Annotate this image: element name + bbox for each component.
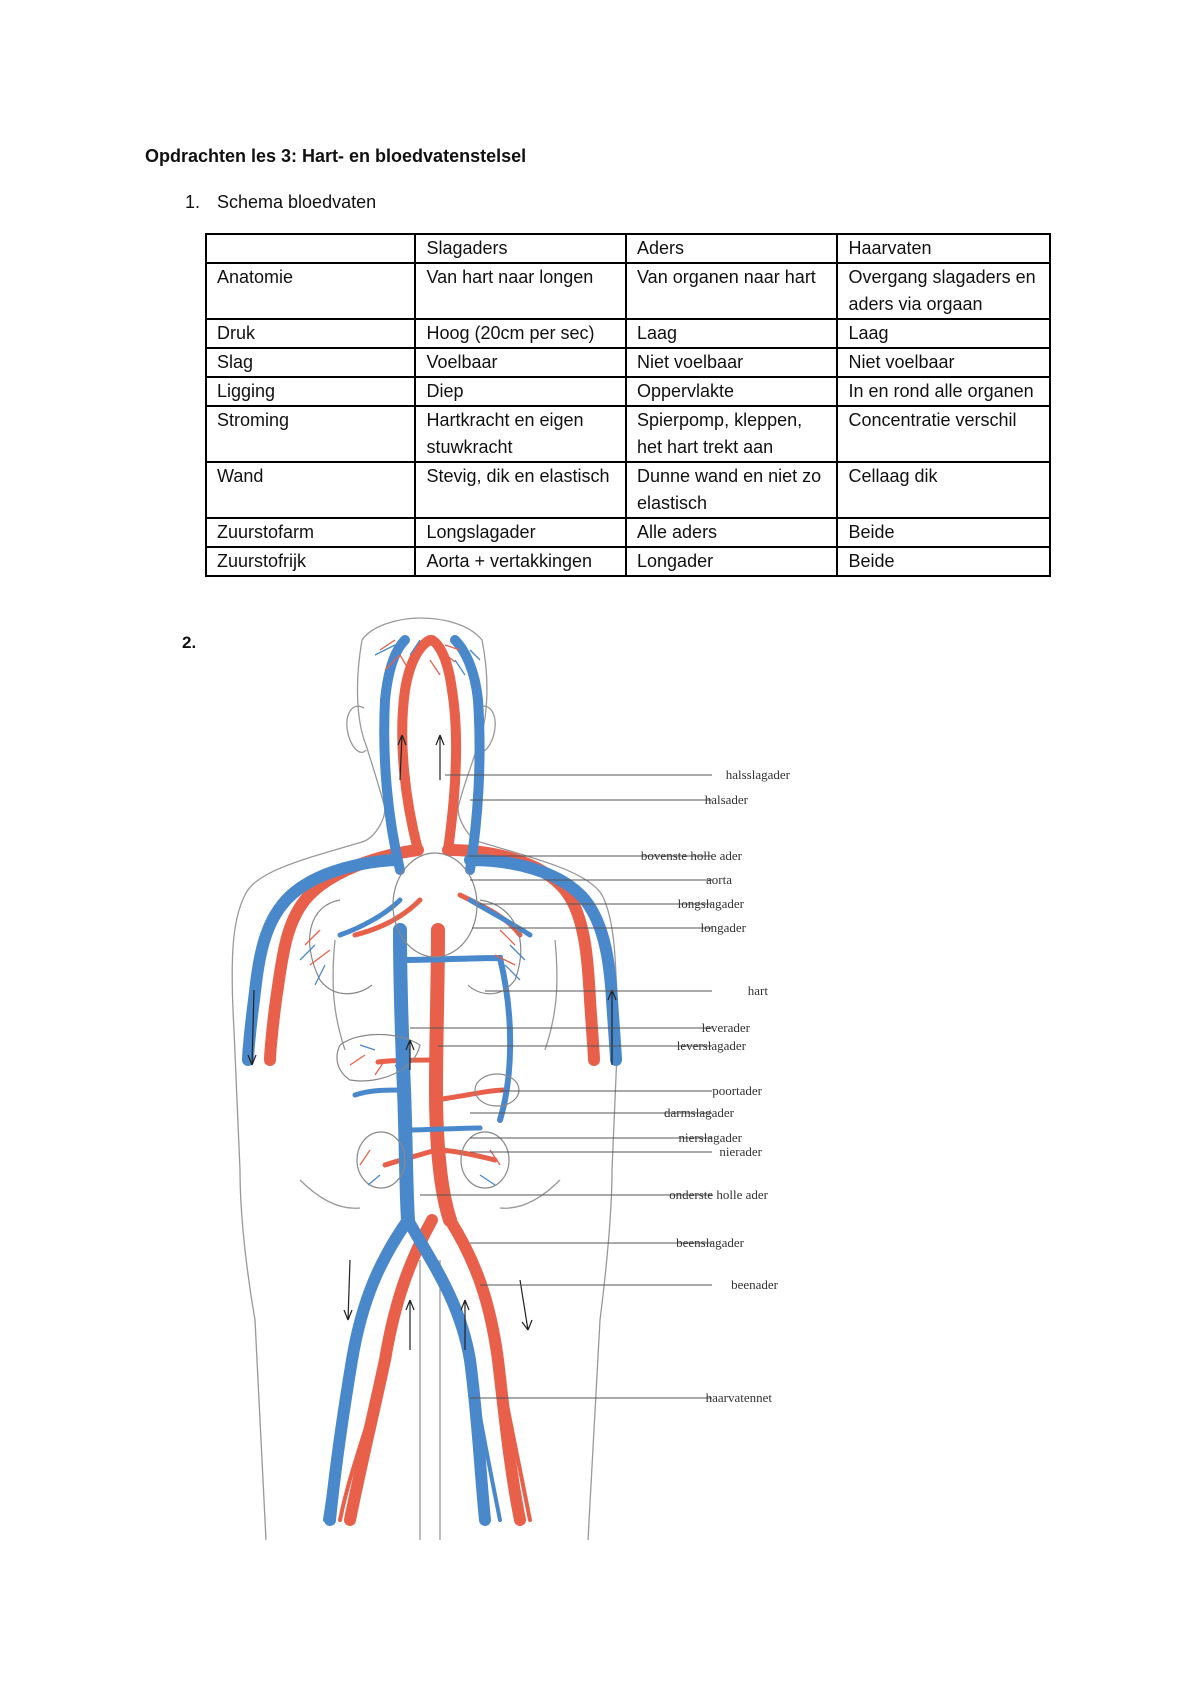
table-cell: Beide <box>837 547 1050 576</box>
diagram-label: leverslagader <box>676 1038 746 1053</box>
table-cell: Dunne wand en niet zo elastisch <box>626 462 837 518</box>
diagram-label: nierslagader <box>678 1130 742 1145</box>
column-header: Slagaders <box>415 234 626 263</box>
diagram-label: longslagader <box>677 896 744 911</box>
table-cell: Hoog (20cm per sec) <box>415 319 626 348</box>
diagram-label: longader <box>700 920 746 935</box>
diagram-label: poortader <box>712 1083 762 1098</box>
diagram-label: bovenste holle ader <box>640 848 742 863</box>
table-cell: Van organen naar hart <box>626 263 837 319</box>
table-cell: Longslagader <box>415 518 626 547</box>
table-cell: Spierpomp, kleppen, het hart trekt aan <box>626 406 837 462</box>
diagram-label: beenslagader <box>676 1235 744 1250</box>
list-item-2: 2. <box>182 633 197 652</box>
body-outline <box>232 618 618 1540</box>
table-cell: Hartkracht en eigen stuwkracht <box>415 406 626 462</box>
diagram-label: haarvatennet <box>705 1390 772 1405</box>
list-number: 1. <box>185 192 201 212</box>
row-header: Druk <box>206 319 415 348</box>
table-cell: Van hart naar longen <box>415 263 626 319</box>
table-cell: Stevig, dik en elastisch <box>415 462 626 518</box>
table-cell: Aorta + vertakkingen <box>415 547 626 576</box>
diagram-label: nierader <box>719 1144 762 1159</box>
table-cell: Cellaag dik <box>837 462 1050 518</box>
table-cell: Niet voelbaar <box>837 348 1050 377</box>
page-title: Opdrachten les 3: Hart- en bloedvatenstelsel <box>145 146 527 166</box>
list-text: Schema bloedvaten <box>217 192 377 212</box>
table-cell: Alle aders <box>626 518 837 547</box>
diagram-label: darmslagader <box>663 1105 734 1120</box>
diagram-label: onderste holle ader <box>669 1187 768 1202</box>
diagram-label: halsslagader <box>725 767 790 782</box>
row-header: Zuurstofrijk <box>206 547 415 576</box>
row-header: Anatomie <box>206 263 415 319</box>
row-header: Wand <box>206 462 415 518</box>
table-cell: Laag <box>837 319 1050 348</box>
diagram-label: halsader <box>704 792 748 807</box>
row-header: Stroming <box>206 406 415 462</box>
table-cell: Oppervlakte <box>626 377 837 406</box>
diagram-label: hart <box>747 983 768 998</box>
table-cell: Niet voelbaar <box>626 348 837 377</box>
table-cell: Voelbaar <box>415 348 626 377</box>
row-header: Slag <box>206 348 415 377</box>
diagram-label: beenader <box>731 1277 778 1292</box>
table-cell: Overgang slagaders en aders via orgaan <box>837 263 1050 319</box>
row-header: Ligging <box>206 377 415 406</box>
column-header: Haarvaten <box>837 234 1050 263</box>
label-texts <box>641 767 791 1405</box>
column-header: Aders <box>626 234 837 263</box>
left-lung <box>310 900 372 994</box>
diagram-label: aorta <box>706 872 732 887</box>
table-cell: Diep <box>415 377 626 406</box>
arteries <box>270 640 594 1520</box>
table-cell: In en rond alle organen <box>837 377 1050 406</box>
table-cell: Beide <box>837 518 1050 547</box>
diagram-label: leverader <box>701 1020 750 1035</box>
table-cell: Concentratie verschil <box>837 406 1050 462</box>
table-cell: Longader <box>626 547 837 576</box>
table-cell: Laag <box>626 319 837 348</box>
row-header: Zuurstofarm <box>206 518 415 547</box>
